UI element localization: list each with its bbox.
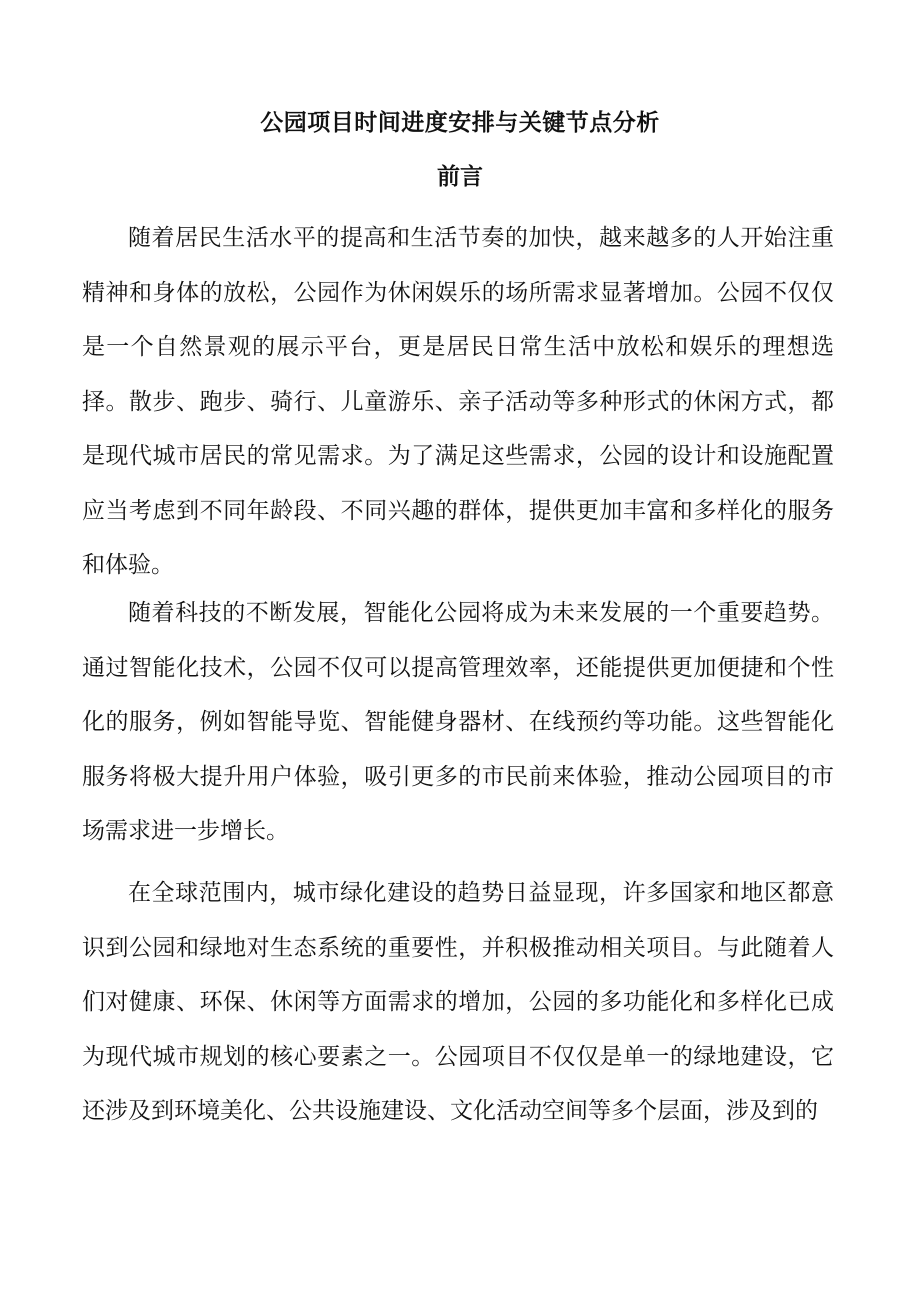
document-title: 公园项目时间进度安排与关键节点分析 <box>260 109 660 136</box>
body-paragraph-3: 在全球范围内，城市绿化建设的趋势日益显现，许多国家和地区都意识到公园和绿地对生态系统的重要性，并积极推动相关项目。与此随着人们对健康、环保、休闲等方面需求的增加，公园的多功能化和多样化已成为现代城市规划的核心要素之一。公园项目不仅仅是单一的绿地建设，它还涉及到环境美化、公共设施建设、文化活动空间等多个层面，涉及到的 <box>82 880 834 1124</box>
section-heading: 前言 <box>437 163 483 190</box>
body-paragraph-2: 随着科技的不断发展，智能化公园将成为未来发展的一个重要趋势。通过智能化技术，公园不仅可以提高管理效率，还能提供更加便捷和个性化的服务，例如智能导览、智能健身器材、在线预约等功能。这些智能化服务将极大提升用户体验，吸引更多的市民前来体验，推动公园项目的市场需求进一步增长。 <box>82 600 834 844</box>
body-paragraph-1: 随着居民生活水平的提高和生活节奏的加快，越来越多的人开始注重精神和身体的放松，公园作为休闲娱乐的场所需求显著增加。公园不仅仅是一个自然景观的展示平台，更是居民日常生活中放松和娱乐的理想选择。散步、跑步、骑行、儿童游乐、亲子活动等多种形式的休闲方式，都是现代城市居民的常见需求。为了满足这些需求，公园的设计和设施配置应当考虑到不同年龄段、不同兴趣的群体，提供更加丰富和多样化的服务和体验。 <box>82 225 834 578</box>
